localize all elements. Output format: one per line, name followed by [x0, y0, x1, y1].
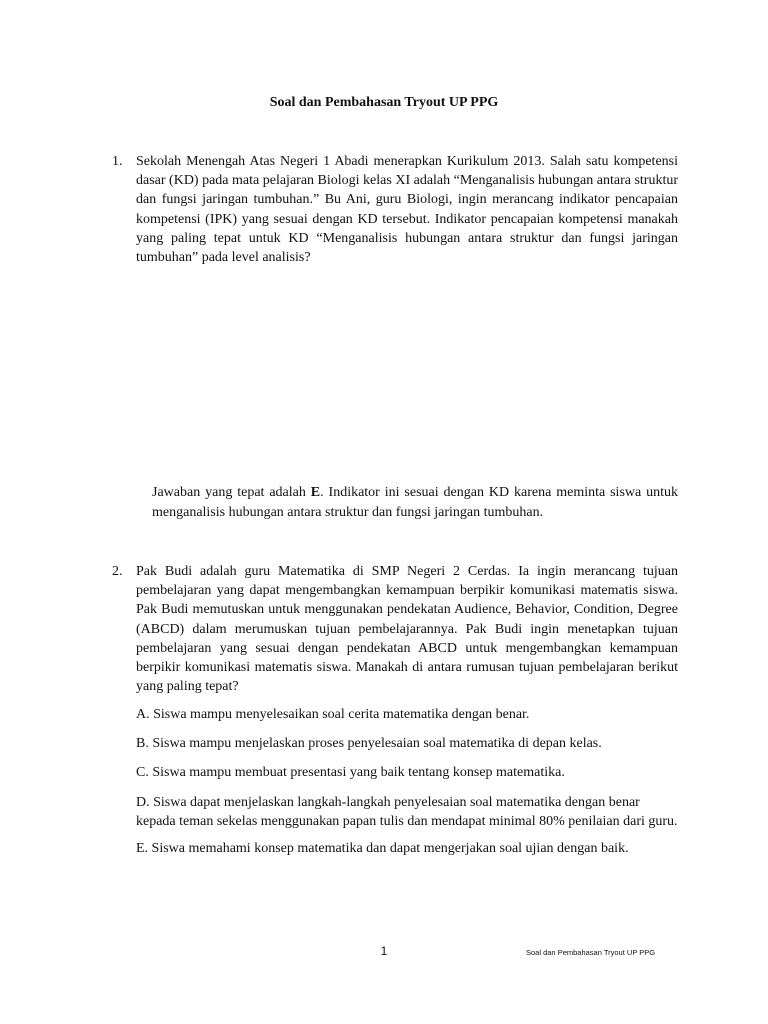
document-title: Soal dan Pembahasan Tryout UP PPG: [269, 95, 499, 110]
question-1: [112, 152, 678, 267]
question-1-number: 1.: [112, 154, 123, 169]
answer-explanation: . Indikator ini sesuai dengan KD karena meminta siswa untuk menganalisis hubungan antara struktur dan fungsi jaringan tumbuhan.: [152, 485, 679, 520]
question-1-answer: [152, 483, 678, 523]
answer-letter: E: [310, 485, 321, 500]
option-c: C. Siswa mampu membuat presentasi yang baik tentang konsep matematika.: [136, 765, 565, 781]
question-2: [112, 562, 678, 696]
option-b: B. Siswa mampu menjelaskan proses penyelesaian soal matematika di depan kelas.: [136, 736, 602, 752]
footer-title: Soal dan Pembahasan Tryout UP PPG: [526, 948, 656, 957]
question-1-text: Sekolah Menengah Atas Negeri 1 Abadi menerapkan Kurikulum 2013. Salah satu kompetensi dasar (KD) pada mata pelajaran Biologi kelas XI adalah “Menganalisis hubungan antara struktur dan fungsi jaringan tumbuhan.” Bu Ani, guru Biologi, ingin merancang indikator pencapaian kompetensi (IPK) yang sesuai dengan KD tersebut. Indikator pencapaian kompetensi manakah yang paling tepat untuk KD “Menganalisis hubungan antara struktur dan fungsi jaringan tumbuhan” pada level analisis?: [136, 154, 678, 266]
question-2-text: Pak Budi adalah guru Matematika di SMP Negeri 2 Cerdas. Ia ingin merancang tujuan pembelajaran yang dapat mengembangkan kemampuan berpikir komunikasi matematis siswa. Pak Budi memutuskan untuk menggunakan pendekatan Audience, Behavior, Condition, Degree (ABCD) dalam merumuskan tujuan pembelajarannya. Pak Budi ingin menetapkan tujuan pembelajaran yang sesuai dengan pendekatan ABCD untuk mengembangkan kemampuan berpikir komunikasi matematis siswa. Manakah di antara rumusan tujuan pembelajaran berikut yang paling tepat?: [136, 564, 678, 695]
option-e: E. Siswa memahami konsep matematika dan dapat mengerjakan soal ujian dengan baik.: [136, 841, 629, 857]
question-2-options: [136, 705, 678, 858]
option-a: A. Siswa mampu menyelesaikan soal cerita matematika dengan benar.: [136, 707, 530, 722]
page-number: 1: [380, 944, 388, 958]
question-2-number: 2.: [112, 564, 123, 579]
answer-prefix: Jawaban yang tepat adalah: [152, 485, 311, 500]
option-d: D. Siswa dapat menjelaskan langkah-langkah penyelesaian soal matematika dengan benar kepada teman sekelas menggunakan papan tulis dan mendapat minimal 80% penilaian dari guru.: [136, 794, 678, 829]
